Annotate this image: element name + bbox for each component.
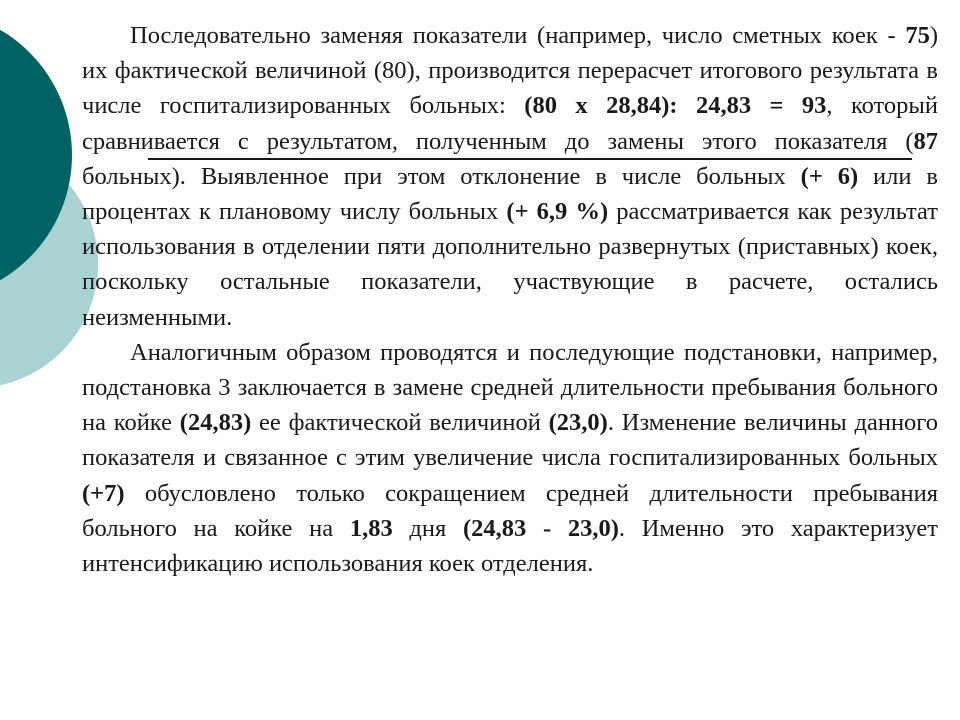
paragraph-1-segment-1: 75 xyxy=(905,22,930,49)
paragraph-2-segment-0: Аналогичным образом проводятся и последующие подстановки, например, подстановка 3 заключается в замене средней длительности пребывания больного на койке xyxy=(82,338,938,437)
paragraph-1 xyxy=(82,18,938,335)
paragraph-1-segment-0: Последовательно заменяя показатели (например, число сметных коек - xyxy=(130,22,906,49)
paragraph-2-segment-10: . Именно это характеризует интенсификацию использования коек отделения. xyxy=(82,514,938,578)
paragraph-2-segment-1: (24,83) xyxy=(179,409,252,437)
paragraph-1-segment-7: (+ 6) xyxy=(800,162,859,190)
paragraph-1-segment-4: , который сравнивается с результатом, полученным до замены этого показателя ( xyxy=(82,92,939,155)
paragraph-2-segment-4: . Изменение величины данного показателя и связанное с этим увеличение числа госпитализированных больных xyxy=(82,409,938,472)
paragraph-2-segment-2: ее фактической величиной xyxy=(251,409,549,437)
paragraph-2-segment-7: 1,83 xyxy=(349,514,393,542)
paragraph-1-segment-2: ) их фактической величиной (80), производится перерасчет итогового результата в числе госпитализированных больных: xyxy=(82,22,938,120)
paragraph-1-segment-6: больных). Выявленное при этом отклонение в числе больных xyxy=(82,162,801,190)
paragraph-2-segment-6: обусловлено только сокращением средней длительности пребывания больного на койке на xyxy=(82,479,938,542)
slide-body xyxy=(82,18,938,581)
paragraph-1-segment-3: (80 х 28,84): 24,83 = 93 xyxy=(524,92,827,120)
paragraph-1-segment-9: (+ 6,9 %) xyxy=(506,198,609,226)
paragraph-2-segment-3: (23,0) xyxy=(548,409,608,437)
paragraph-2-segment-9: (24,83 - 23,0) xyxy=(463,514,619,542)
paragraph-1-segment-10: рассматривается как результат использования в отделении пяти дополнительно развернутых (приставных) коек, поскольку остальные показатели, участвующие в расчете, остались неизменными. xyxy=(82,198,939,331)
paragraph-2-segment-5: (+7) xyxy=(82,479,125,507)
paragraph-2 xyxy=(82,335,938,581)
paragraph-1-segment-8: или в процентах к плановому числу больных xyxy=(82,162,938,226)
paragraph-1-segment-5: 87 xyxy=(913,127,938,155)
paragraph-2-segment-8: дня xyxy=(392,514,463,542)
